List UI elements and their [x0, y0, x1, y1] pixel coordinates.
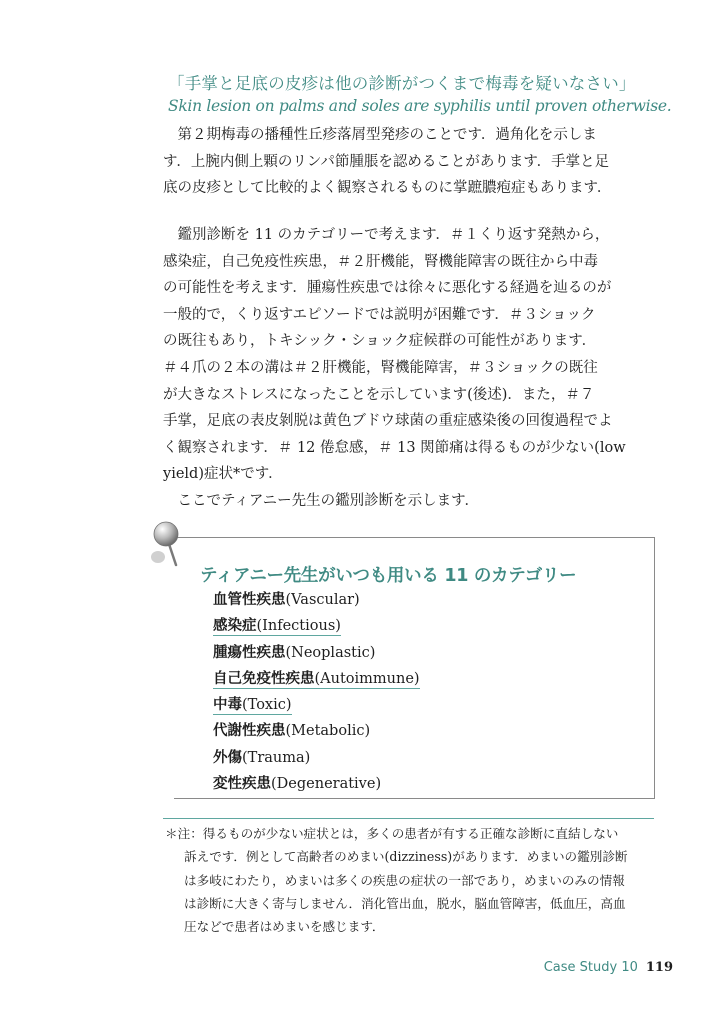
category-item — [213, 614, 613, 640]
category-jp: 中毒 — [213, 697, 242, 714]
category-jp: 変性疾患 — [213, 776, 271, 793]
text-line: 一般的で，くり返すエピソードでは説明が困難です．＃３ショック — [163, 306, 596, 323]
page-footer — [544, 960, 673, 975]
category-en: (Trauma) — [242, 749, 311, 766]
footnote-line: は多岐にわたり，めまいは多くの疾患の症状の一部であり，めまいのみの情報 — [184, 872, 625, 888]
category-box-title: ティアニー先生がいつも用いる 11 のカテゴリー — [200, 566, 577, 586]
category-jp: 外傷 — [213, 749, 242, 766]
text-line: く観察されます．＃ 12 倦怠感，＃ 13 関節痛は得るものが少ない(low — [163, 439, 626, 456]
category-en: (Vascular) — [285, 592, 360, 608]
category-en: (Neoplastic) — [285, 644, 376, 661]
text-line: 底の皮疹として比較的よく観察されるものに掌蹠膿疱症もあります． — [163, 180, 612, 197]
quote-english: Skin lesion on palms and soles are syphilis until proven otherwise. — [168, 97, 672, 115]
footnote-line: は診断に大きく寄与しません．消化管出血，脱水，脳血管障害，低血圧，高血 — [184, 895, 626, 911]
category-item — [213, 667, 613, 693]
text-line: が大きなストレスになったことを示しています(後述)．また，＃７ — [163, 386, 595, 403]
text-line: ここでティアニー先生の鑑別診断を示します． — [163, 492, 479, 509]
category-item — [213, 772, 613, 798]
category-jp: 代謝性疾患 — [213, 723, 286, 740]
text-line: ＃４爪の２本の溝は＃２肝機能，腎機能障害，＃３ショックの既往 — [163, 359, 598, 376]
text-line: 第２期梅毒の播種性丘疹落屑型発疹のことです．過角化を示しま — [163, 127, 597, 143]
category-en: (Degenerative) — [271, 776, 382, 793]
category-jp: 腫瘍性疾患 — [213, 644, 286, 661]
footnote — [165, 822, 660, 938]
footnote-divider — [163, 818, 654, 819]
text-line: の可能性を考えます．腫瘍性疾患では徐々に悪化する経過を辿るのが — [163, 280, 612, 297]
category-en: (Toxic) — [242, 697, 292, 714]
category-item — [213, 719, 613, 745]
category-jp: 自己免疫性疾患 — [213, 670, 315, 687]
category-item — [213, 693, 613, 719]
footnote-line: 圧などで患者はめまいを感じます． — [184, 919, 385, 935]
category-jp: 血管性疾患 — [213, 592, 286, 608]
category-jp: 感染症 — [213, 618, 257, 635]
text-line: の既往もあり，トキシック・ショック症候群の可能性があります． — [163, 333, 597, 350]
footnote-line: 訴えです．例として高齢者のめまい(dizziness)があります．めまいの鑑別診断 — [184, 849, 628, 865]
text-line: す．上腕内側上顆のリンパ節腫脹を認めることがあります．手掌と足 — [163, 153, 610, 170]
text-line: 感染症，自己免疫性疾患，＃２肝機能，腎機能障害の既往から中毒 — [163, 253, 598, 270]
category-en: (Metabolic) — [285, 723, 371, 740]
pushpin-icon — [146, 517, 196, 577]
category-item — [213, 746, 613, 772]
category-item — [213, 588, 613, 614]
footnote-line: ＊注：得るものが少ない症状とは，多くの患者が有する正確な診断に直結しない — [165, 826, 619, 841]
text-line: 手掌，足底の表皮剝脱は黄色ブドウ球菌の重症感染後の回復過程でよ — [163, 413, 613, 430]
text-line: 鑑別診断を 11 のカテゴリーで考えます．＃１くり返す発熱から， — [163, 227, 610, 243]
paragraph-syphilis — [163, 122, 671, 202]
category-en: (Autoimmune) — [314, 670, 420, 687]
paragraph-differential — [163, 222, 671, 515]
text-line: yield)症状*です． — [163, 466, 283, 483]
quote-japanese: 「手掌と足底の皮疹は他の診断がつくまで梅毒を疑いなさい」 — [168, 74, 636, 93]
case-study-label: Case Study 10 — [543, 960, 638, 975]
category-en: (Infectious) — [256, 618, 341, 635]
category-list — [213, 588, 613, 798]
page-number: 119 — [645, 960, 673, 975]
category-item — [213, 641, 613, 667]
